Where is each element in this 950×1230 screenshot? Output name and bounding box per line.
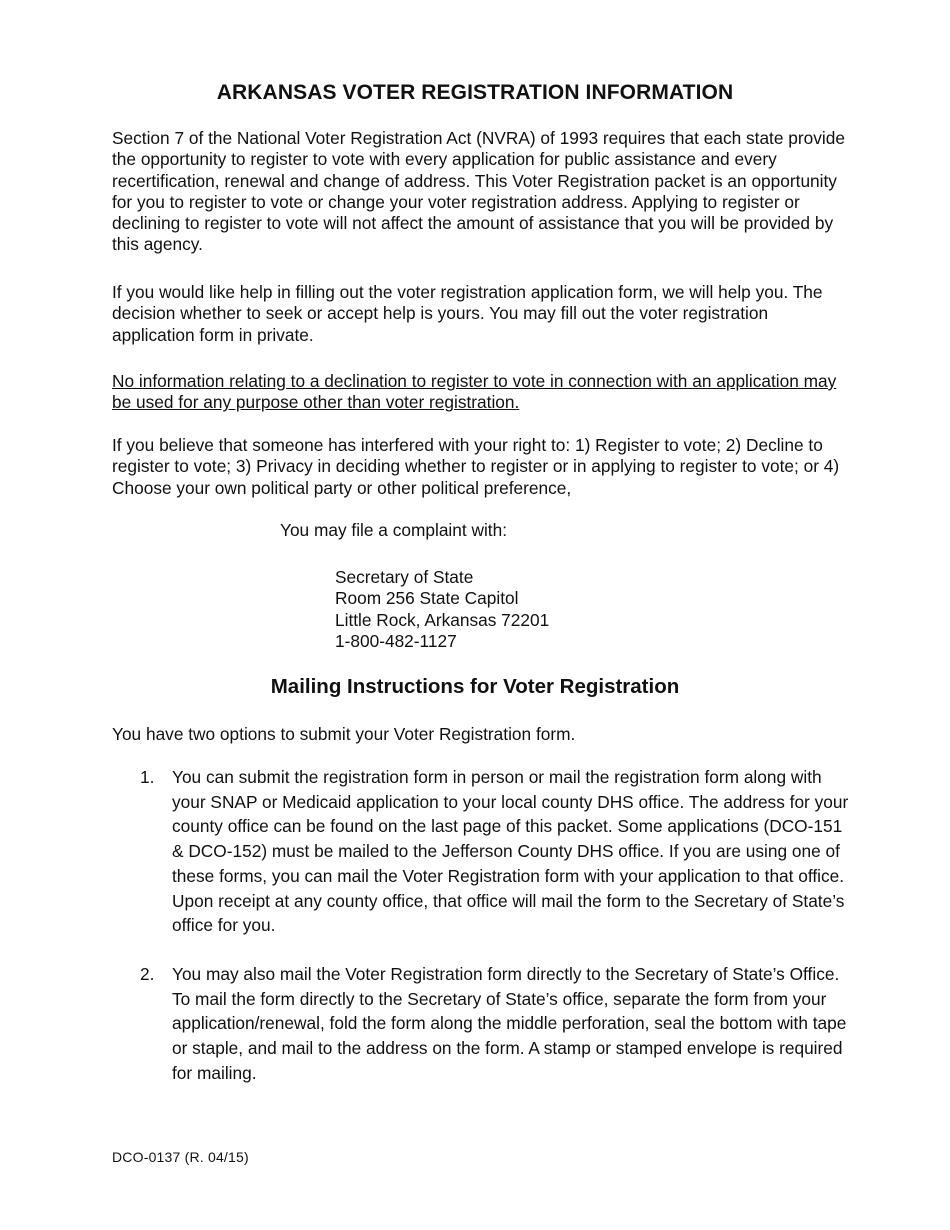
list-item-text: You may also mail the Voter Registration form directly to the Secretary of State’s Office. To mail the form directly to the Secretary of State’s office, separate the form from your application/renewal, fold the form along the middle perforation, seal the bottom with tape or staple, and mail to the address on the form. A stamp or stamped envelope is required for mailing. <box>172 964 847 1083</box>
list-item-number: 1. <box>140 767 155 787</box>
nvra-paragraph: Section 7 of the National Voter Registration Act (NVRA) of 1993 requires that each state provide the opportunity to register to vote with every application for public assistance and every recertification, renewal and change of address. This Voter Registration packet is an opportunity for you to register to vote or change your voter registration address. Applying to register or declining to register to vote will not affect the amount of assistance that you will be provided by this agency. <box>112 128 845 255</box>
mailing-instructions-title: Mailing Instructions for Voter Registration <box>270 675 680 698</box>
declination-notice: No information relating to a declination to register to vote in connection with an application may be used for any purpose other than voter registration. <box>112 371 837 413</box>
address-line-city: Little Rock, Arkansas 72201 <box>335 609 550 630</box>
complaint-intro: You may file a complaint with: <box>280 520 508 540</box>
address-line-office: Secretary of State <box>335 567 474 587</box>
form-number-footer: DCO-0137 (R. 04/15) <box>112 1149 249 1165</box>
address-line-phone: 1-800-482-1127 <box>335 630 457 651</box>
page-title: ARKANSAS VOTER REGISTRATION INFORMATION <box>216 81 734 104</box>
interference-paragraph: If you believe that someone has interfered with your right to: 1) Register to vote; 2) Decline to register to vote; 3) Privacy in deciding whether to register or in applying to register to vote; or 4) Choose your own political party or other political preference, <box>112 435 840 498</box>
address-line-room: Room 256 State Capitol <box>335 588 519 609</box>
complaint-address <box>335 567 549 652</box>
mailing-intro: You have two options to submit your Voter Registration form. <box>112 724 576 744</box>
help-paragraph: If you would like help in filling out the voter registration application form, we will help you. The decision whether to seek or accept help is yours. You may fill out the voter registration application form in private. <box>112 282 823 345</box>
list-item-number: 2. <box>140 964 155 984</box>
list-item-text: You can submit the registration form in person or mail the registration form along with your SNAP or Medicaid application to your local county DHS office. The address for your county office can be found on the last page of this packet. Some applications (DCO-151 & DCO-152) must be mailed to the Jefferson County DHS office. If you are using one of these forms, you can mail the Voter Registration form with your application to that office. Upon receipt at any county office, that office will mail the form to the Secretary of State’s office for you. <box>172 767 849 936</box>
